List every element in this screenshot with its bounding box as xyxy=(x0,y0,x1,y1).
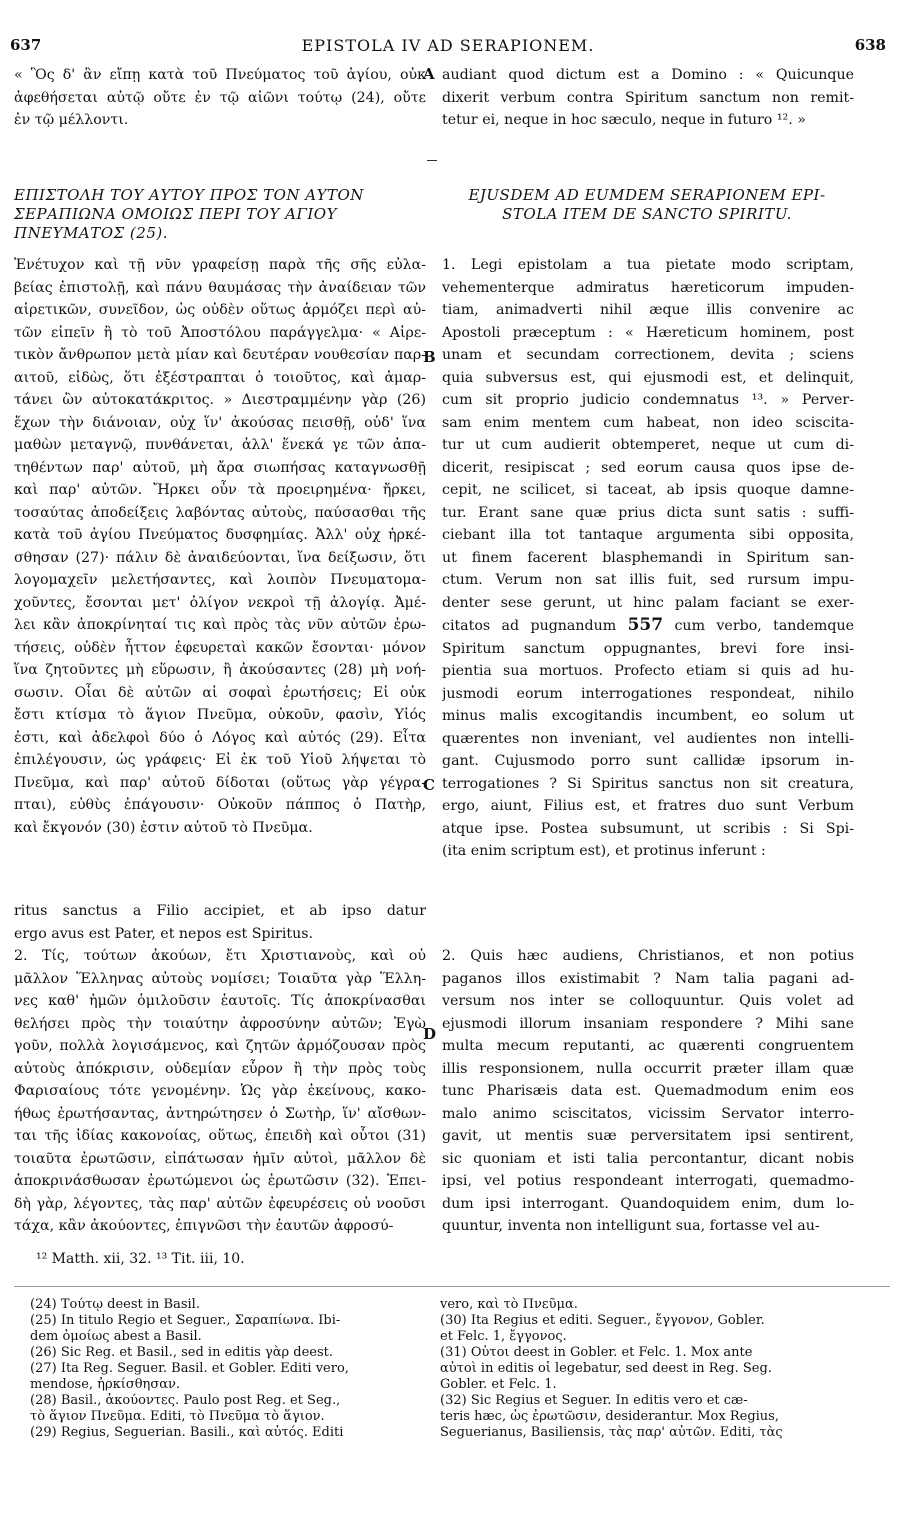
greek-text-line: σθησαν (27)· πάλιν δὲ ἀναιδεύονται, ἵνα δείξωσιν, ὅτι xyxy=(14,549,426,566)
latin-text-line: ut finem facerent blasphemandi in Spiritum san- xyxy=(442,549,854,566)
latin-text-line: pientia sua mortuos. Profecto etiam si quis ad hu- xyxy=(442,663,854,679)
footnote-line: mendose, ἠρκίσθησαν. xyxy=(30,1377,181,1392)
latin-text-line: 1. Legi epistolam a tua pietate modo scriptam, xyxy=(442,257,854,273)
greek-top-line: « Ὃς δ' ἂν εἴπῃ κατὰ τοῦ Πνεύματος τοῦ ἁγίου, οὐκ xyxy=(14,67,426,83)
latin-text-line: vehementerque admiratus hæreticorum impuden- xyxy=(442,279,854,296)
latin-text-fragment: citatos ad pugnandum xyxy=(442,618,628,634)
page-number-left: 637 xyxy=(10,36,42,54)
footnote-line: αὐτοὶ in editis οἱ legebatur, sed deest in Reg. Seg. xyxy=(440,1361,772,1376)
greek-text-line: αἱρετικῶν, συνεῖδον, ὡς οὐδὲν οὕτως ἁρμόζει περὶ αὐ- xyxy=(14,302,426,318)
greek-text-line: μᾶλλον Ἕλληνας αὐτοὺς νομίσει; Τοιαῦτα γὰρ Ἕλλη- xyxy=(14,970,426,987)
greek-text-line: κατὰ τοῦ ἁγίου Πνεύματος δυσφημίας. Ἀλλ' οὐχ ἠρκέ- xyxy=(14,527,426,543)
greek-heading xyxy=(14,186,424,243)
greek-text-line: ἔχων τὴν διάνοιαν, οὐχ ἵν' ἀκούσας πεισθῇ, οὐδ' ἵνα xyxy=(14,414,426,431)
greek-text-line: σωσιν. Οἶαι δὲ αὐτῶν αἱ σοφαὶ ἐρωτήσεις; Εἰ οὐκ xyxy=(14,684,426,701)
greek-text-line: τῶν εἰπεῖν ἢ τὸ τοῦ Ἀποστόλου παράγγελμα· « Αἱρε- xyxy=(14,324,426,341)
page-header xyxy=(10,36,886,58)
latin-text-line: Spiritum sanctum oppugnantes, brevi fore insi- xyxy=(442,640,854,657)
greek-text-line: ἐστι, καὶ ἀδελφοὶ δύο ὁ Λόγος καὶ αὐτός (29). Εἶτα xyxy=(14,729,426,746)
greek-text-line: τοιαῦτα ἐρωτῶσιν, εἰπάτωσαν ἡμῖν αὐτοὶ, μᾶλλον δὲ xyxy=(14,1150,426,1167)
bible-references: ¹² Matth. xii, 32. ¹³ Tit. iii, 10. xyxy=(36,1251,245,1267)
footnote-line: vero, καὶ τὸ Πνεῦμα. xyxy=(440,1297,578,1312)
footnote-line: (32) Sic Regius et Seguer. In editis vero et cæ- xyxy=(440,1393,748,1408)
latin-text-line: cepit, ne scilicet, si taceat, ab ipsis quoque damne- xyxy=(442,482,854,498)
latin-text-line: terrogationes ? Si Spiritus sanctus non sit creatura, xyxy=(442,775,854,792)
latin-top-line: tetur ei, neque in hoc sæculo, neque in futuro ¹². » xyxy=(442,112,806,128)
latin-text-line: tur ut cum audierit obtemperet, neque ut cum di- xyxy=(442,437,854,453)
latin-text-line: illis responsionem, nulla occurrit præter illam quæ xyxy=(442,1060,854,1077)
latin-text-line: tur. Erant sane quæ prius dicta sunt satis : suffi- xyxy=(442,504,854,521)
latin-text-line: sam enim mentem cum habeat, non ideo sciscita- xyxy=(442,414,854,431)
greek-text-line: χοῦντες, ἔσονται μετ' ὀλίγον νεκροὶ τῇ ἀλογίᾳ. Ἀμέ- xyxy=(14,594,426,611)
greek-text-line: Ἐνέτυχον καὶ τῇ νῦν γραφείσῃ παρὰ τῆς σῆς εὐλα- xyxy=(14,257,426,273)
greek-heading-line: ΕΠΙΣΤΟΛΗ ΤΟΥ ΑΥΤΟΥ ΠΡΟΣ ΤΟΝ ΑΥΤΟΝ xyxy=(14,186,364,204)
footnote-line: (30) Ita Regius et editi. Seguer., ἔγγονον, Gobler. xyxy=(440,1313,765,1328)
latin-overflow-line: ergo avus est Pater, et nepos est Spiritus. xyxy=(14,925,314,942)
margin-marker-c: C xyxy=(423,776,435,794)
greek-text-line: ται τῆς ἰδίας κακονοίας, οὕτως, ἐπειδὴ καὶ οὗτοι (31) xyxy=(14,1128,426,1144)
footnote-line: (24) Τούτῳ deest in Basil. xyxy=(30,1297,200,1312)
greek-text-line: γοῦν, πολλὰ λογισάμενος, καὶ ζητῶν ἁρμόζουσαν πρὸς xyxy=(14,1038,426,1054)
latin-column-section-2 xyxy=(442,945,854,1238)
latin-text-line: ipsi, vel potius respondeant interrogati, quemadmo- xyxy=(442,1173,854,1189)
greek-text-line: ήθως ἐρωτήσαντας, ἀντηρώτησεν ὁ Σωτὴρ, ἵν' αἴσθων- xyxy=(14,1105,426,1122)
greek-text-line: μαθὼν μεταγνῷ, πυνθάνεται, ἀλλ' ἕνεκά γε τῶν ἀπα- xyxy=(14,437,426,453)
margin-marker-b: B xyxy=(423,348,436,366)
latin-text-line: ctum. Verum non sat illis fuit, sed rursum impu- xyxy=(442,572,854,588)
footnotes-right xyxy=(440,1297,860,1441)
latin-heading-line: STOLA ITEM DE SANCTO SPIRITU. xyxy=(502,205,792,223)
footnote-line: Gobler. et Felc. 1. xyxy=(440,1377,557,1392)
greek-text-line: ἔστι κτίσμα τὸ ἅγιον Πνεῦμα, οὐκοῦν, φασὶν, Υἱός xyxy=(14,707,426,723)
greek-text-line: θελήσει πρὸς τὴν τοιαύτην ἀφροσύνην αὐτῶν; Ἐγὼ xyxy=(14,1015,426,1032)
latin-text-line: versum nos inter se colloquuntur. Quis volet ad xyxy=(442,993,854,1009)
greek-text-line: ἀποκρινάσθωσαν ἐρωτώμενοι ὡς ἐρωτῶσιν (32). Ἐπει- xyxy=(14,1173,426,1189)
latin-text-line: gavit, ut mentis suæ perversitatem ipsi sentirent, xyxy=(442,1128,854,1144)
greek-text-line: καὶ παρ' αὐτῶν. Ἤρκει οὖν τὰ προειρημένα· ἤρκει, xyxy=(14,482,426,498)
greek-text-line: ἵνα ζητοῦντες μὴ εὕρωσιν, ἢ ἀκούσαντες (28) μὴ νοή- xyxy=(14,662,426,678)
footnote-line: dem ὁμοίως abest a Basil. xyxy=(30,1329,202,1344)
latin-text-line: gant. Cujusmodo porro sunt callidæ ipsorum in- xyxy=(442,753,854,769)
footnote-line: (29) Regius, Seguerian. Basili., καὶ αὐτός. Editi xyxy=(30,1425,344,1440)
greek-text-line: τοσαύτας ἀποδείξεις λαβόντας αὐτοὺς, παύσασθαι τῆς xyxy=(14,504,426,521)
latin-text-line: paganos illos existimabit ? Nam talia pagani ad- xyxy=(442,970,854,987)
greek-top-line: ἐν τῷ μέλλοντι. xyxy=(14,112,129,128)
greek-column xyxy=(14,254,426,839)
footnote-line: (27) Ita Reg. Seguer. Basil. et Gobler. Editi vero, xyxy=(30,1361,349,1376)
latin-text-line: atque ipse. Postea subsumunt, ut scribis : Si Spi- xyxy=(442,820,854,837)
latin-heading xyxy=(442,186,852,224)
page-number-right: 638 xyxy=(854,36,886,54)
latin-text-line: (ita enim scriptum est), et protinus inferunt : xyxy=(442,843,766,859)
latin-top-line: audiant quod dictum est a Domino : « Quicunque xyxy=(442,67,854,83)
greek-text-line: αὐτοὺς ἀπόκρισιν, οὐδεμίαν εὗρον ἢ τὴν πρὸς τοὺς xyxy=(14,1060,426,1077)
greek-text-line: δὴ γὰρ, λέγοντες, τὰς παρ' αὐτῶν ἐφευρέσεις οὐ νοοῦσι xyxy=(14,1195,426,1212)
greek-text-line: ἐπιλέγουσιν, ὡς γράφεις· Εἰ ἐκ τοῦ Υἱοῦ λήψεται τὸ xyxy=(14,752,426,768)
latin-text-line: dicerit, resipiscat ; sed eorum causa quos ipse de- xyxy=(442,459,854,476)
latin-text-line: ciebant illa tot tantaque argumenta sibi opposita, xyxy=(442,527,854,543)
latin-text-line: dum ipsi interrogant. Quandoquidem enim, dum lo- xyxy=(442,1195,854,1212)
latin-text-line: denter sese gerunt, ut hinc palam faciant se exer- xyxy=(442,594,854,611)
latin-text-line: tunc Pharisæis data est. Quemadmodum enim eos xyxy=(442,1083,854,1099)
footnote-line: (25) In titulo Regio et Seguer., Σαραπίωνα. Ibi- xyxy=(30,1313,341,1328)
latin-text-line: quia subversus est, qui ejusmodi est, et delinquit, xyxy=(442,369,854,386)
greek-text-line: λογομαχεῖν μελετήσαντες, καὶ λοιπὸν Πνευματομα- xyxy=(14,572,426,588)
latin-top-continuation xyxy=(442,64,854,132)
greek-text-line: τάνει ὢν αὐτοκατάκριτος. » Διεστραμμένην γὰρ (26) xyxy=(14,392,426,408)
greek-top-line: ἀφεθήσεται αὐτῷ οὔτε ἐν τῷ αἰῶνι τούτῳ (24), οὔτε xyxy=(14,89,426,106)
latin-text-line: minus malis excogitandis incumbent, eo solum ut xyxy=(442,708,854,724)
latin-text-fragment: cum verbo, tandemque xyxy=(663,618,854,634)
latin-text-line: jusmodi eorum interrogationes respondeat, nihilo xyxy=(442,685,854,702)
footnote-line: et Felc. 1, ἔγγονος. xyxy=(440,1329,567,1344)
latin-overflow xyxy=(14,900,426,945)
greek-text-line: νες καθ' ἡμῶν ὁμιλοῦσιν ἑαυτοῖς. Τίς ἀποκρίνασθαι xyxy=(14,993,426,1009)
greek-text-line: βείας ἐπιστολῇ, καὶ πάνυ θαυμάσας τὴν ἀναίδειαν τῶν xyxy=(14,279,426,296)
latin-heading-line: EJUSDEM AD EUMDEM SERAPIONEM EPI- xyxy=(468,186,826,204)
greek-text-line: 2. Τίς, τούτων ἀκούων, ἔτι Χριστιανοὺς, καὶ οὐ xyxy=(14,948,426,964)
latin-text-line: multa mecum reputanti, ac quærenti congruentem xyxy=(442,1038,854,1054)
latin-overflow-line: ritus sanctus a Filio accipiet, et ab ipso datur xyxy=(14,903,426,919)
greek-top-continuation xyxy=(14,64,426,132)
latin-text-line xyxy=(442,614,854,638)
greek-text-line: τηθέντων παρ' αὐτοῦ, μὴ ἄρα σιωπήσας καταγνωσθῇ xyxy=(14,459,426,476)
greek-text-line: αιτοῦ, εἰδὼς, ὅτι ἐξέστραπται ὁ τοιοῦτος, καὶ ἁμαρ- xyxy=(14,369,426,386)
column-number: 557 xyxy=(627,615,664,635)
footnote-line: τὸ ἅγιον Πνεῦμα. Editi, τὸ Πνεῦμα τὸ ἅγιον. xyxy=(30,1409,325,1424)
greek-text-line: τικὸν ἄνθρωπον μετὰ μίαν καὶ δευτέραν νουθεσίαν παρ- xyxy=(14,347,426,363)
latin-text-line: 2. Quis hæc audiens, Christianos, et non potius xyxy=(442,948,854,964)
latin-text-line: quærentes non inveniant, vel audientes non intelli- xyxy=(442,730,854,747)
margin-marker-a: A xyxy=(423,65,435,83)
greek-text-line: πται), εὐθὺς ἐπάγουσιν· Οὐκοῦν πάππος ὁ Πατὴρ, xyxy=(14,797,426,813)
section-divider xyxy=(427,160,437,161)
footnote-line: (28) Basil., ἀκούοντες. Paulo post Reg. et Seg., xyxy=(30,1393,341,1408)
footnote-line: (31) Οὗτοι deest in Gobler. et Felc. 1. Mox ante xyxy=(440,1345,753,1360)
latin-text-line: malo animo sciscitatos, vicissim Servator interro- xyxy=(442,1105,854,1122)
latin-text-line: cum sit proprio judicio condemnatus ¹³. » Perver- xyxy=(442,392,854,408)
latin-text-line: Apostoli præceptum : « Hæreticum hominem, post xyxy=(442,324,854,341)
footnotes-left xyxy=(30,1297,425,1441)
greek-heading-line: ΠΝΕΥΜΑΤΟΣ (25). xyxy=(14,224,168,242)
greek-text-line: λει κἂν ἀποκρίνηταί τις καὶ πρὸς τὰς νῦν αὐτῶν ἐρω- xyxy=(14,617,426,633)
latin-text-line: unam et secundam correctionem, devita ; sciens xyxy=(442,347,854,363)
latin-text-line: ergo, aiunt, Filius est, et fratres duo sunt Verbum xyxy=(442,798,854,814)
greek-heading-line: ΣΕΡΑΠΙΩΝΑ ΟΜΟΙΩΣ ΠΕΡΙ ΤΟΥ ΑΓΙΟΥ xyxy=(14,205,337,223)
latin-top-line: dixerit verbum contra Spiritum sanctum non remit- xyxy=(442,89,854,106)
greek-column-section-2 xyxy=(14,945,426,1238)
latin-column xyxy=(442,254,854,863)
greek-text-line: Πνεῦμα, καὶ παρ' αὐτοῦ δίδοται (οὕτως γὰρ γέγρα- xyxy=(14,774,426,791)
greek-text-line: τάχα, κἂν ἀκούοντες, ἐπιγνῶσι τὴν ἑαυτῶν ἀφροσύ- xyxy=(14,1218,394,1234)
greek-text-line: Φαρισαίους τότε γενομένην. Ὡς γὰρ ἐκείνους, κακο- xyxy=(14,1083,426,1099)
latin-text-line: ejusmodi illorum insaniam respondere ? Mihi sane xyxy=(442,1015,854,1032)
greek-text-line: τήσεις, οὐδὲν ἧττον ἐφευρεταὶ κακῶν ἔσονται· μόνον xyxy=(14,639,426,656)
footnote-rule xyxy=(14,1286,890,1287)
latin-text-line: quuntur, inventa non intelligunt sua, fortasse vel au- xyxy=(442,1218,820,1234)
running-title: EPISTOLA IV AD SERAPIONEM. xyxy=(301,36,595,55)
footnote-line: Seguerianus, Basiliensis, τὰς παρ' αὐτῶν. Editi, τὰς xyxy=(440,1425,783,1440)
footnote-line: (26) Sic Reg. et Basil., sed in editis γὰρ deest. xyxy=(30,1345,333,1360)
greek-text-line: καὶ ἔκγονόν (30) ἐστιν αὐτοῦ τὸ Πνεῦμα. xyxy=(14,819,313,836)
latin-text-line: tiam, animadverti nihil æque illis convenire ac xyxy=(442,302,854,318)
margin-marker-d: D xyxy=(423,1025,437,1043)
footnote-line: teris hæc, ὡς ἐρωτῶσιν, desiderantur. Mox Regius, xyxy=(440,1409,779,1424)
latin-text-line: sic quoniam et isti talia percontantur, dicant nobis xyxy=(442,1150,854,1167)
